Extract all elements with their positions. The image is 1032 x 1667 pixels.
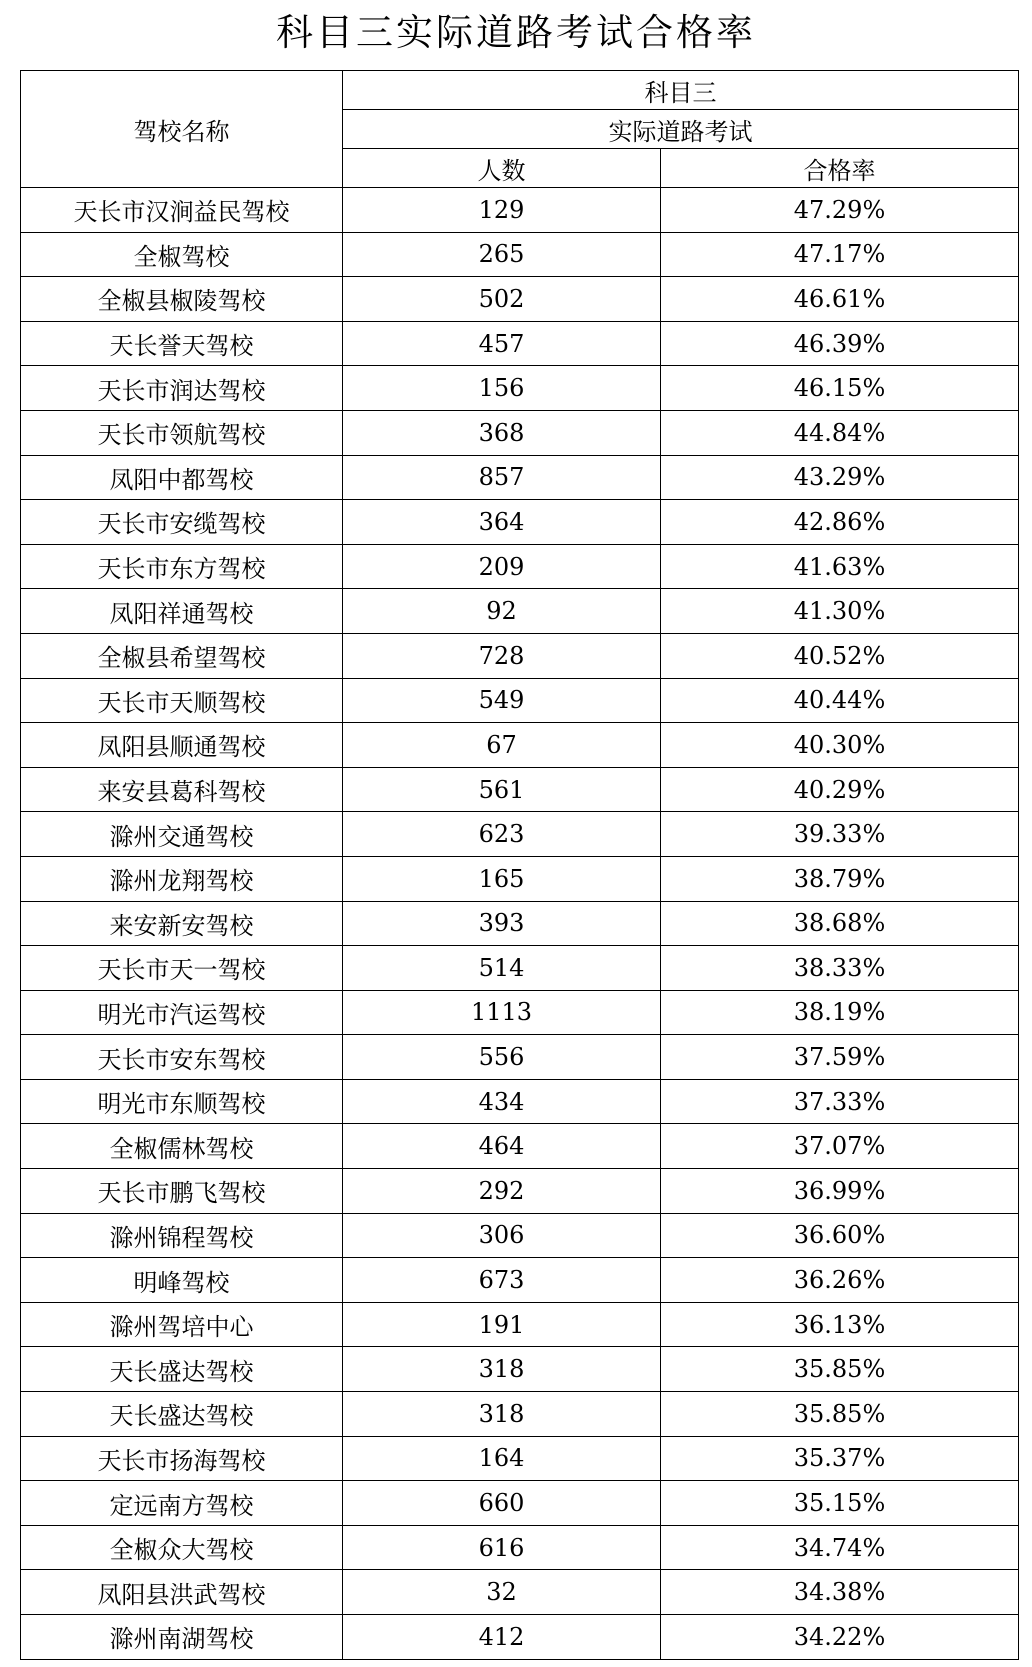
pass-rate-cell: 46.15% [661, 366, 1019, 411]
pass-rate-cell: 40.29% [661, 767, 1019, 812]
pass-rate-cell: 41.30% [661, 589, 1019, 634]
table-row [21, 1392, 1019, 1437]
count-cell: 457 [343, 321, 661, 366]
count-cell: 92 [343, 589, 661, 634]
header-count: 人数 [343, 149, 661, 188]
school-name-cell: 明峰驾校 [21, 1258, 343, 1303]
header-subject: 科目三 [343, 71, 1019, 110]
count-cell: 561 [343, 767, 661, 812]
school-name-cell: 来安县葛科驾校 [21, 767, 343, 812]
pass-rate-cell: 40.30% [661, 723, 1019, 768]
school-name-cell: 全椒县椒陵驾校 [21, 277, 343, 322]
pass-rate-cell: 37.07% [661, 1124, 1019, 1169]
count-cell: 502 [343, 277, 661, 322]
table-row [21, 1258, 1019, 1303]
pass-rate-cell: 34.38% [661, 1570, 1019, 1615]
pass-rate-cell: 38.33% [661, 946, 1019, 991]
school-name-cell: 天长誉天驾校 [21, 321, 343, 366]
table-row [21, 1302, 1019, 1347]
count-cell: 165 [343, 856, 661, 901]
school-name-cell: 定远南方驾校 [21, 1481, 343, 1526]
count-cell: 514 [343, 946, 661, 991]
pass-rate-cell: 43.29% [661, 455, 1019, 500]
pass-rate-cell: 37.59% [661, 1035, 1019, 1080]
count-cell: 1113 [343, 990, 661, 1035]
count-cell: 306 [343, 1213, 661, 1258]
table-row [21, 723, 1019, 768]
count-cell: 318 [343, 1392, 661, 1437]
table-row [21, 1347, 1019, 1392]
school-name-cell: 滁州南湖驾校 [21, 1615, 343, 1660]
pass-rate-cell: 35.15% [661, 1481, 1019, 1526]
count-cell: 32 [343, 1570, 661, 1615]
count-cell: 623 [343, 812, 661, 857]
pass-rate-cell: 35.85% [661, 1347, 1019, 1392]
pass-rate-cell: 36.26% [661, 1258, 1019, 1303]
count-cell: 556 [343, 1035, 661, 1080]
school-name-cell: 来安新安驾校 [21, 901, 343, 946]
pass-rate-cell: 34.74% [661, 1525, 1019, 1570]
school-name-cell: 凤阳中都驾校 [21, 455, 343, 500]
table-row [21, 1481, 1019, 1526]
count-cell: 728 [343, 633, 661, 678]
school-name-cell: 天长市天一驾校 [21, 946, 343, 991]
table-row [21, 1169, 1019, 1214]
school-name-cell: 全椒儒林驾校 [21, 1124, 343, 1169]
school-name-cell: 天长盛达驾校 [21, 1347, 343, 1392]
pass-rate-cell: 34.22% [661, 1615, 1019, 1660]
school-name-cell: 凤阳县顺通驾校 [21, 723, 343, 768]
pass-rate-cell: 39.33% [661, 812, 1019, 857]
school-name-cell: 凤阳祥通驾校 [21, 589, 343, 634]
school-name-cell: 全椒驾校 [21, 232, 343, 277]
table-body [21, 188, 1019, 1660]
pass-rate-cell: 35.37% [661, 1436, 1019, 1481]
count-cell: 209 [343, 544, 661, 589]
count-cell: 616 [343, 1525, 661, 1570]
table-row [21, 767, 1019, 812]
school-name-cell: 滁州交通驾校 [21, 812, 343, 857]
count-cell: 265 [343, 232, 661, 277]
pass-rate-cell: 47.17% [661, 232, 1019, 277]
table-row [21, 1124, 1019, 1169]
school-name-cell: 明光市汽运驾校 [21, 990, 343, 1035]
header-row-subject [21, 71, 1019, 110]
table-row [21, 1436, 1019, 1481]
count-cell: 129 [343, 188, 661, 233]
pass-rate-cell: 38.79% [661, 856, 1019, 901]
count-cell: 364 [343, 500, 661, 545]
pass-rate-cell: 36.99% [661, 1169, 1019, 1214]
pass-rate-table [20, 70, 1019, 1660]
pass-rate-cell: 41.63% [661, 544, 1019, 589]
school-name-cell: 天长市鹏飞驾校 [21, 1169, 343, 1214]
table-row [21, 1570, 1019, 1615]
school-name-cell: 天长市汉涧益民驾校 [21, 188, 343, 233]
school-name-cell: 滁州龙翔驾校 [21, 856, 343, 901]
school-name-cell: 全椒众大驾校 [21, 1525, 343, 1570]
count-cell: 660 [343, 1481, 661, 1526]
school-name-cell: 明光市东顺驾校 [21, 1079, 343, 1124]
table-row [21, 277, 1019, 322]
count-cell: 673 [343, 1258, 661, 1303]
header-exam: 实际道路考试 [343, 110, 1019, 149]
count-cell: 393 [343, 901, 661, 946]
page-title: 科目三实际道路考试合格率 [276, 11, 756, 54]
pass-rate-cell: 44.84% [661, 410, 1019, 455]
pass-rate-cell: 40.44% [661, 678, 1019, 723]
pass-rate-cell: 38.19% [661, 990, 1019, 1035]
count-cell: 191 [343, 1302, 661, 1347]
header-school-name: 驾校名称 [21, 71, 343, 188]
table-row [21, 812, 1019, 857]
table-row [21, 455, 1019, 500]
school-name-cell: 天长盛达驾校 [21, 1392, 343, 1437]
table-row [21, 946, 1019, 991]
school-name-cell: 天长市安缆驾校 [21, 500, 343, 545]
school-name-cell: 天长市东方驾校 [21, 544, 343, 589]
school-name-cell: 天长市安东驾校 [21, 1035, 343, 1080]
table-row [21, 990, 1019, 1035]
pass-rate-cell: 40.52% [661, 633, 1019, 678]
table-row [21, 366, 1019, 411]
table-row [21, 188, 1019, 233]
count-cell: 156 [343, 366, 661, 411]
table-row [21, 901, 1019, 946]
table-row [21, 589, 1019, 634]
pass-rate-cell: 46.61% [661, 277, 1019, 322]
count-cell: 857 [343, 455, 661, 500]
table-row [21, 1079, 1019, 1124]
table-row [21, 1525, 1019, 1570]
table-row [21, 321, 1019, 366]
pass-rate-cell: 37.33% [661, 1079, 1019, 1124]
pass-rate-cell: 38.68% [661, 901, 1019, 946]
count-cell: 434 [343, 1079, 661, 1124]
school-name-cell: 滁州锦程驾校 [21, 1213, 343, 1258]
count-cell: 412 [343, 1615, 661, 1660]
table-row [21, 410, 1019, 455]
school-name-cell: 凤阳县洪武驾校 [21, 1570, 343, 1615]
table-row [21, 678, 1019, 723]
table-row [21, 1615, 1019, 1660]
count-cell: 292 [343, 1169, 661, 1214]
school-name-cell: 天长市扬海驾校 [21, 1436, 343, 1481]
count-cell: 464 [343, 1124, 661, 1169]
pass-rate-cell: 47.29% [661, 188, 1019, 233]
pass-rate-cell: 36.60% [661, 1213, 1019, 1258]
count-cell: 549 [343, 678, 661, 723]
pass-rate-cell: 46.39% [661, 321, 1019, 366]
school-name-cell: 全椒县希望驾校 [21, 633, 343, 678]
table-row [21, 232, 1019, 277]
count-cell: 164 [343, 1436, 661, 1481]
pass-rate-cell: 42.86% [661, 500, 1019, 545]
school-name-cell: 天长市领航驾校 [21, 410, 343, 455]
table-row [21, 633, 1019, 678]
pass-rate-cell: 35.85% [661, 1392, 1019, 1437]
table-row [21, 544, 1019, 589]
table-row [21, 1035, 1019, 1080]
count-cell: 318 [343, 1347, 661, 1392]
header-pass-rate: 合格率 [661, 149, 1019, 188]
table-row [21, 1213, 1019, 1258]
count-cell: 368 [343, 410, 661, 455]
pass-rate-cell: 36.13% [661, 1302, 1019, 1347]
table-row [21, 500, 1019, 545]
school-name-cell: 滁州驾培中心 [21, 1302, 343, 1347]
school-name-cell: 天长市润达驾校 [21, 366, 343, 411]
school-name-cell: 天长市天顺驾校 [21, 678, 343, 723]
table-row [21, 856, 1019, 901]
count-cell: 67 [343, 723, 661, 768]
